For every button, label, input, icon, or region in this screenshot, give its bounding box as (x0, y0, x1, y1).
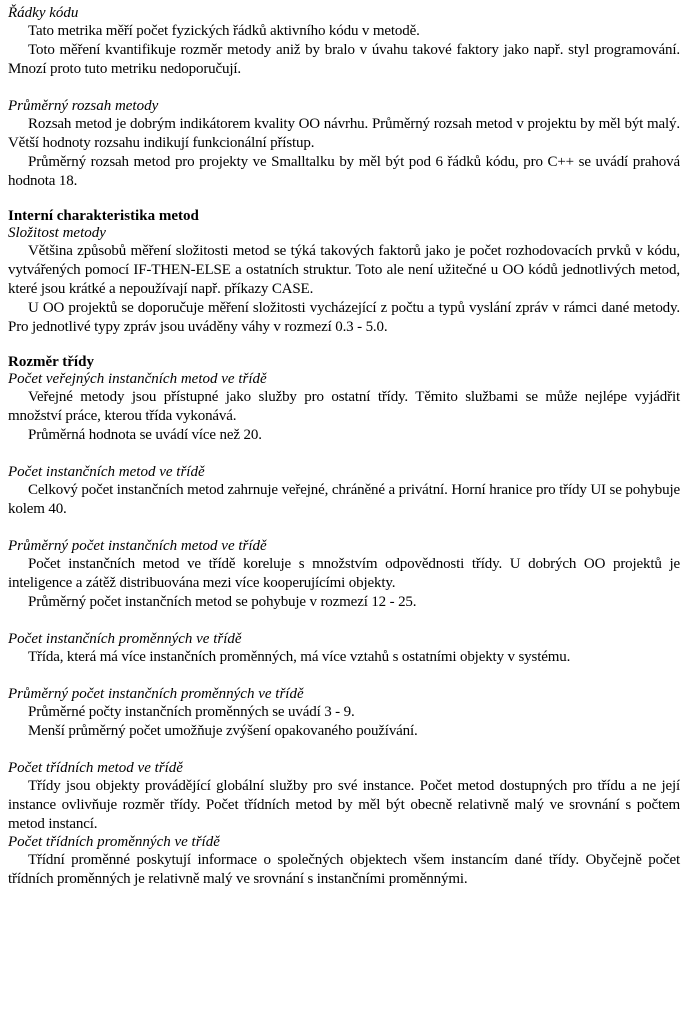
section-instance-variables (8, 631, 680, 667)
section-avg-instance-methods (8, 538, 680, 612)
paragraph: Celkový počet instančních metod zahrnuje veřejné, chráněné a privátní. Horní hranice pro třídy UI se pohybuje kolem 40. (8, 482, 680, 517)
section-class-variables (8, 834, 680, 889)
paragraph: U OO projektů se doporučuje měření složitosti vycházející z počtu a typů vyslání zpráv v rámci dané metody. Pro jednotlivé typy zpráv jsou uváděny váhy v rozmezí 0.3 - 5.0. (8, 300, 680, 335)
paragraph: Většina způsobů měření složitosti metod se týká takových faktorů jako je počet rozhodovacích prvků v kódu, vytvářených pomocí IF-THEN-ELSE a ostatních struktur. Toto ale není užitečné u OO kódů jednotlivých metod, které jsou krátké a nepoužívají např. příkazy CASE. (8, 243, 680, 297)
section-average-method-size (8, 98, 680, 191)
subtitle: Průměrný počet instančních proměnných ve třídě (8, 686, 304, 702)
section-heading: Rozměr třídy (8, 354, 94, 370)
section-avg-instance-variables (8, 686, 680, 741)
subtitle: Počet instančních metod ve třídě (8, 464, 205, 480)
section-method-complexity (8, 208, 680, 337)
subtitle: Průměrný počet instančních metod ve třídě (8, 538, 267, 554)
paragraph: Menší průměrný počet umožňuje zvýšení opakovaného používání. (28, 723, 418, 739)
paragraph: Třídy jsou objekty provádějící globální služby pro své instance. Počet metod dostupných pro třídu a ne její instance ovlivňuje rozměr třídy. Počet třídních metod by měl být obecně relativně malý ve srovnání s počtem metod instancí. (8, 778, 680, 832)
subtitle: Počet třídních metod ve třídě (8, 760, 183, 776)
paragraph: Počet instančních metod ve třídě koreluje s množstvím odpovědnosti třídy. U dobrých OO projektů je inteligence a zátěž distribuována mezi více kooperujícími objekty. (8, 556, 680, 591)
section-class-methods (8, 760, 680, 834)
subtitle: Počet veřejných instančních metod ve třídě (8, 371, 267, 387)
paragraph: Průměrné počty instančních proměnných se uvádí 3 - 9. (28, 704, 355, 720)
paragraph: Průměrná hodnota se uvádí více než 20. (28, 427, 262, 443)
section-heading: Interní charakteristika metod (8, 208, 199, 224)
paragraph: Třídní proměnné poskytují informace o společných objektech všem instancím dané třídy. Obyčejně počet třídních proměnných je relativně malý ve srovnání s instančními proměnnými. (8, 852, 680, 887)
paragraph: Průměrný rozsah metod pro projekty ve Smalltalku by měl být pod 6 řádků kódu, pro C++ se uvádí prahová hodnota 18. (8, 154, 680, 189)
subtitle: Řádky kódu (8, 5, 79, 21)
subtitle: Počet třídních proměnných ve třídě (8, 834, 220, 850)
paragraph: Toto měření kvantifikuje rozměr metody aniž by bralo v úvahu takové faktory jako např. styl programování. Mnozí proto tuto metriku nedoporučují. (8, 42, 680, 77)
subtitle: Složitost metody (8, 225, 106, 241)
document-page (8, 5, 680, 889)
section-lines-of-code (8, 5, 680, 79)
subtitle: Průměrný rozsah metody (8, 98, 159, 114)
paragraph: Průměrný počet instančních metod se pohybuje v rozmezí 12 - 25. (28, 594, 417, 610)
subtitle: Počet instančních proměnných ve třídě (8, 631, 242, 647)
section-instance-methods (8, 464, 680, 519)
paragraph: Veřejné metody jsou přístupné jako služby pro ostatní třídy. Těmito službami se může nejlépe vyjádřit množství práce, kterou třída vykonává. (8, 389, 680, 424)
section-public-instance-methods (8, 354, 680, 445)
paragraph: Třída, která má více instančních proměnných, má více vztahů s ostatními objekty v systému. (28, 649, 571, 665)
paragraph: Rozsah metod je dobrým indikátorem kvality OO návrhu. Průměrný rozsah metod v projektu by měl být malý. Větší hodnoty rozsahu indikují funkcionální přístup. (8, 116, 680, 151)
paragraph: Tato metrika měří počet fyzických řádků aktivního kódu v metodě. (28, 23, 420, 39)
